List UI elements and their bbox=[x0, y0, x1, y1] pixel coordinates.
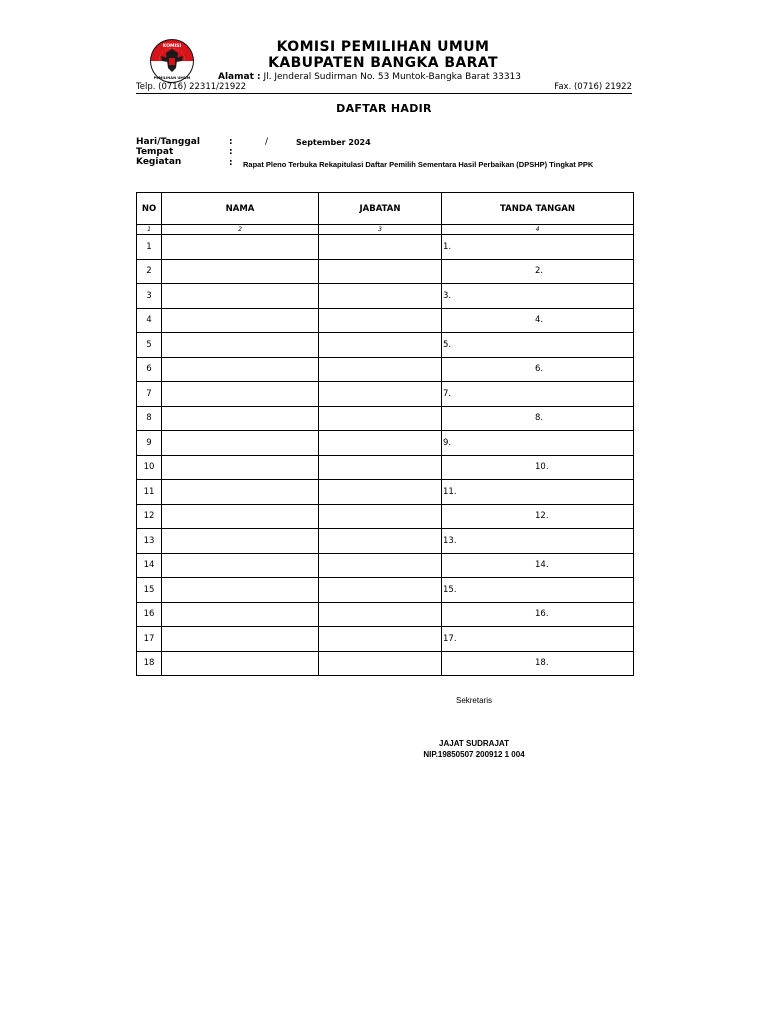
signature-cell[interactable]: 11. bbox=[442, 480, 634, 505]
table-row bbox=[137, 357, 634, 382]
jabatan-cell[interactable] bbox=[319, 357, 442, 382]
nama-cell[interactable] bbox=[162, 504, 319, 529]
document-title: DAFTAR HADIR bbox=[336, 102, 432, 115]
jabatan-cell[interactable] bbox=[319, 333, 442, 358]
jabatan-cell[interactable] bbox=[319, 284, 442, 309]
signature-cell[interactable]: 17. bbox=[442, 627, 634, 652]
table-row bbox=[137, 455, 634, 480]
table-row bbox=[137, 553, 634, 578]
signature-cell[interactable]: 8. bbox=[442, 406, 634, 431]
signature-cell[interactable]: 9. bbox=[442, 431, 634, 456]
jabatan-cell[interactable] bbox=[319, 382, 442, 407]
field-colon: : bbox=[229, 158, 233, 168]
row-number: 2 bbox=[137, 259, 162, 284]
jabatan-cell[interactable] bbox=[319, 431, 442, 456]
nama-cell[interactable] bbox=[162, 382, 319, 407]
nama-cell[interactable] bbox=[162, 627, 319, 652]
table-row bbox=[137, 480, 634, 505]
nama-cell[interactable] bbox=[162, 455, 319, 480]
org-name-line2: KABUPATEN BANGKA BARAT bbox=[268, 55, 498, 71]
date-month: September 2024 bbox=[296, 138, 371, 147]
telephone: Telp. (0716) 22311/21922 bbox=[136, 82, 247, 92]
table-row bbox=[137, 235, 634, 260]
jabatan-cell[interactable] bbox=[319, 651, 442, 676]
row-number: 1 bbox=[137, 235, 162, 260]
signature-cell[interactable]: 16. bbox=[442, 602, 634, 627]
table-header-row bbox=[137, 193, 634, 225]
nama-cell[interactable] bbox=[162, 357, 319, 382]
jabatan-cell[interactable] bbox=[319, 602, 442, 627]
table-row bbox=[137, 602, 634, 627]
column-index: 4 bbox=[442, 225, 634, 235]
header-jabatan: JABATAN bbox=[319, 193, 442, 225]
header-tanda-tangan: TANDA TANGAN bbox=[442, 193, 634, 225]
table-row bbox=[137, 406, 634, 431]
signature-cell[interactable]: 15. bbox=[442, 578, 634, 603]
field-label-activity: Kegiatan bbox=[136, 157, 182, 167]
signature-cell[interactable]: 1. bbox=[442, 235, 634, 260]
address bbox=[218, 72, 521, 82]
table-row bbox=[137, 627, 634, 652]
nama-cell[interactable] bbox=[162, 308, 319, 333]
field-colon: : bbox=[229, 147, 233, 157]
nama-cell[interactable] bbox=[162, 431, 319, 456]
jabatan-cell[interactable] bbox=[319, 235, 442, 260]
signature-cell[interactable]: 4. bbox=[442, 308, 634, 333]
row-number: 11 bbox=[137, 480, 162, 505]
table-row bbox=[137, 529, 634, 554]
table-row bbox=[137, 284, 634, 309]
jabatan-cell[interactable] bbox=[319, 627, 442, 652]
column-index: 2 bbox=[162, 225, 319, 235]
row-number: 4 bbox=[137, 308, 162, 333]
table-row bbox=[137, 651, 634, 676]
signature-role: Sekretaris bbox=[455, 696, 492, 705]
row-number: 15 bbox=[137, 578, 162, 603]
logo-text-bottom: PEMILIHAN UMUM bbox=[153, 76, 191, 80]
nama-cell[interactable] bbox=[162, 333, 319, 358]
row-number: 14 bbox=[137, 553, 162, 578]
row-number: 3 bbox=[137, 284, 162, 309]
field-colon: : bbox=[229, 137, 233, 147]
address-label: Alamat : bbox=[218, 72, 261, 82]
signature-cell[interactable]: 2. bbox=[442, 259, 634, 284]
jabatan-cell[interactable] bbox=[319, 455, 442, 480]
table-row bbox=[137, 333, 634, 358]
field-label-place: Tempat bbox=[136, 147, 174, 157]
table-row bbox=[137, 578, 634, 603]
kpu-emblem-icon bbox=[144, 38, 200, 84]
attendance-table bbox=[136, 192, 634, 676]
activity-value: Rapat Pleno Terbuka Rekapitulasi Daftar Pemilih Sementara Hasil Perbaikan (DPSHP) Tingkat PPK bbox=[243, 160, 594, 169]
signature-cell[interactable]: 14. bbox=[442, 553, 634, 578]
signature-cell[interactable]: 10. bbox=[442, 455, 634, 480]
nama-cell[interactable] bbox=[162, 651, 319, 676]
row-number: 5 bbox=[137, 333, 162, 358]
table-row bbox=[137, 431, 634, 456]
jabatan-cell[interactable] bbox=[319, 259, 442, 284]
jabatan-cell[interactable] bbox=[319, 578, 442, 603]
signature-name: JAJAT SUDRAJAT bbox=[439, 739, 509, 748]
nama-cell[interactable] bbox=[162, 259, 319, 284]
signature-cell[interactable]: 7. bbox=[442, 382, 634, 407]
logo-text-top: KOMISI bbox=[162, 44, 182, 49]
signature-cell[interactable]: 5. bbox=[442, 333, 634, 358]
jabatan-cell[interactable] bbox=[319, 406, 442, 431]
table-row bbox=[137, 308, 634, 333]
nama-cell[interactable] bbox=[162, 529, 319, 554]
signature-cell[interactable]: 6. bbox=[442, 357, 634, 382]
row-number: 9 bbox=[137, 431, 162, 456]
jabatan-cell[interactable] bbox=[319, 480, 442, 505]
org-name-line1: KOMISI PEMILIHAN UMUM bbox=[276, 39, 490, 55]
table-row bbox=[137, 382, 634, 407]
row-number: 12 bbox=[137, 504, 162, 529]
row-number: 8 bbox=[137, 406, 162, 431]
fax: Fax. (0716) 21922 bbox=[554, 82, 632, 92]
signature-cell[interactable]: 12. bbox=[442, 504, 634, 529]
table-body bbox=[137, 235, 634, 676]
signature-nip: NIP.19850507 200912 1 004 bbox=[423, 750, 525, 759]
column-index-row bbox=[137, 225, 634, 235]
signature-cell[interactable]: 13. bbox=[442, 529, 634, 554]
nama-cell[interactable] bbox=[162, 406, 319, 431]
row-number: 16 bbox=[137, 602, 162, 627]
row-number: 7 bbox=[137, 382, 162, 407]
nama-cell[interactable] bbox=[162, 284, 319, 309]
header-nama: NAMA bbox=[162, 193, 319, 225]
signature-cell[interactable]: 18. bbox=[442, 651, 634, 676]
column-index: 1 bbox=[137, 225, 162, 235]
header-no: NO bbox=[137, 193, 162, 225]
column-index: 3 bbox=[319, 225, 442, 235]
nama-cell[interactable] bbox=[162, 578, 319, 603]
signature-cell[interactable]: 3. bbox=[442, 284, 634, 309]
jabatan-cell[interactable] bbox=[319, 529, 442, 554]
jabatan-cell[interactable] bbox=[319, 308, 442, 333]
row-number: 6 bbox=[137, 357, 162, 382]
header-divider bbox=[136, 93, 632, 94]
row-number: 10 bbox=[137, 455, 162, 480]
jabatan-cell[interactable] bbox=[319, 553, 442, 578]
nama-cell[interactable] bbox=[162, 235, 319, 260]
date-slash: / bbox=[265, 137, 269, 147]
address-value: Jl. Jenderal Sudirman No. 53 Muntok-Bangka Barat 33313 bbox=[260, 72, 522, 82]
table-row bbox=[137, 259, 634, 284]
row-number: 17 bbox=[137, 627, 162, 652]
row-number: 18 bbox=[137, 651, 162, 676]
jabatan-cell[interactable] bbox=[319, 504, 442, 529]
nama-cell[interactable] bbox=[162, 553, 319, 578]
field-label-date: Hari/Tanggal bbox=[136, 137, 200, 147]
table-row bbox=[137, 504, 634, 529]
row-number: 13 bbox=[137, 529, 162, 554]
nama-cell[interactable] bbox=[162, 602, 319, 627]
nama-cell[interactable] bbox=[162, 480, 319, 505]
